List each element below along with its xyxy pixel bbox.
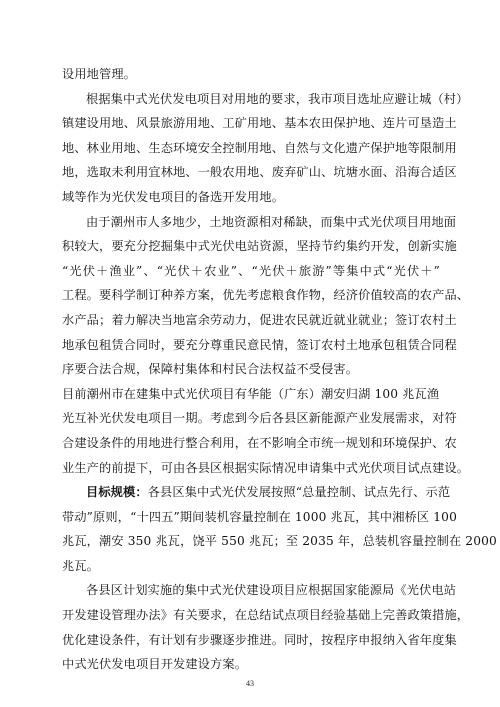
text-line: 积较大，要充分挖掘集中式光伏电站资源，坚持节约集约开发，创新实施 [62,239,457,254]
text-line: 地承包租赁合同时，要充分尊重民意民情，签订农村土地承包租赁合同程 [62,337,457,352]
text-line: 优化建设条件，有计划有步骤逐步推进。同时，按程序申报纳入省年度集 [62,632,457,647]
text-line: 目前潮州市在建集中式光伏项目有华能（广东）潮安归湖 100 兆瓦渔 [62,386,440,401]
text-line: 各县区集中式光伏发展按照“总量控制、试点先行、示范 [147,485,451,500]
target-scale-line [62,480,451,505]
text-line: 根据集中式光伏发电项目对用地的要求，我市项目选址应避让城（村） [86,91,469,106]
text-line: 地、林业用地、生态环境安全控制用地、自然与文化遗产保护地等限制用 [62,140,457,155]
text-line: 镇建设用地、风景旅游用地、工矿用地、基本农田保护地、连片可垦造土 [62,116,457,131]
text-line: 带动”原则，“十四五”期间装机容量控制在 1000 兆瓦，其中湘桥区 100 [62,509,457,524]
document-body [62,62,497,677]
text-line: 域等作为光伏发电项目的备选开发用地。 [62,189,285,204]
text-line: 兆瓦。 [62,558,100,573]
text-line: 开发建设管理办法》有关要求，在总结试点项目经验基础上完善政策措施， [62,608,470,623]
text-line: 业生产的前提下，可由各县区根据实际情况申请集中式光伏项目试点建设。 [62,460,470,475]
text-line: “光伏＋渔业”、“光伏＋农业”、“光伏＋旅游”等集中式“光伏＋” [62,263,440,278]
text-line: 合建设条件的用地进行整合利用，在不影响全市统一规划和环境保护、农 [62,435,457,450]
page-number: 43 [246,679,254,688]
text-line: 工程。要科学制订种养方案，优先考虑粮食作物，经济价值较高的农产品、 [62,288,470,303]
text-line: 地，选取未利用宜林地、一般农用地、废弃矿山、坑塘水面、沿海合适区 [62,165,457,180]
text-line: 光互补光伏发电项目一期。考虑到今后各县区新能源产业发展需求，对符 [62,411,457,426]
text-line: 序要合法合规，保障村集体和村民合法权益不受侵害。 [62,362,359,377]
text-line: 兆瓦，潮安 350 兆瓦，饶平 550 兆瓦；至 2035 年，总装机容量控制在 2000 [62,534,497,549]
text-line: 水产品；着力解决当地富余劳动力，促进农民就近就业就业；签订农村土 [62,312,457,327]
text-line: 中式光伏发电项目开发建设方案。 [62,657,248,672]
text-line: 各县区计划实施的集中式光伏建设项目应根据国家能源局《光伏电站 [86,583,457,598]
text-line: 由于潮州市人多地少，土地资源相对稀缺，而集中式光伏项目用地面 [86,214,457,229]
text-line: 设用地管理。 [62,67,137,81]
target-scale-label: 目标规模： [86,485,148,500]
